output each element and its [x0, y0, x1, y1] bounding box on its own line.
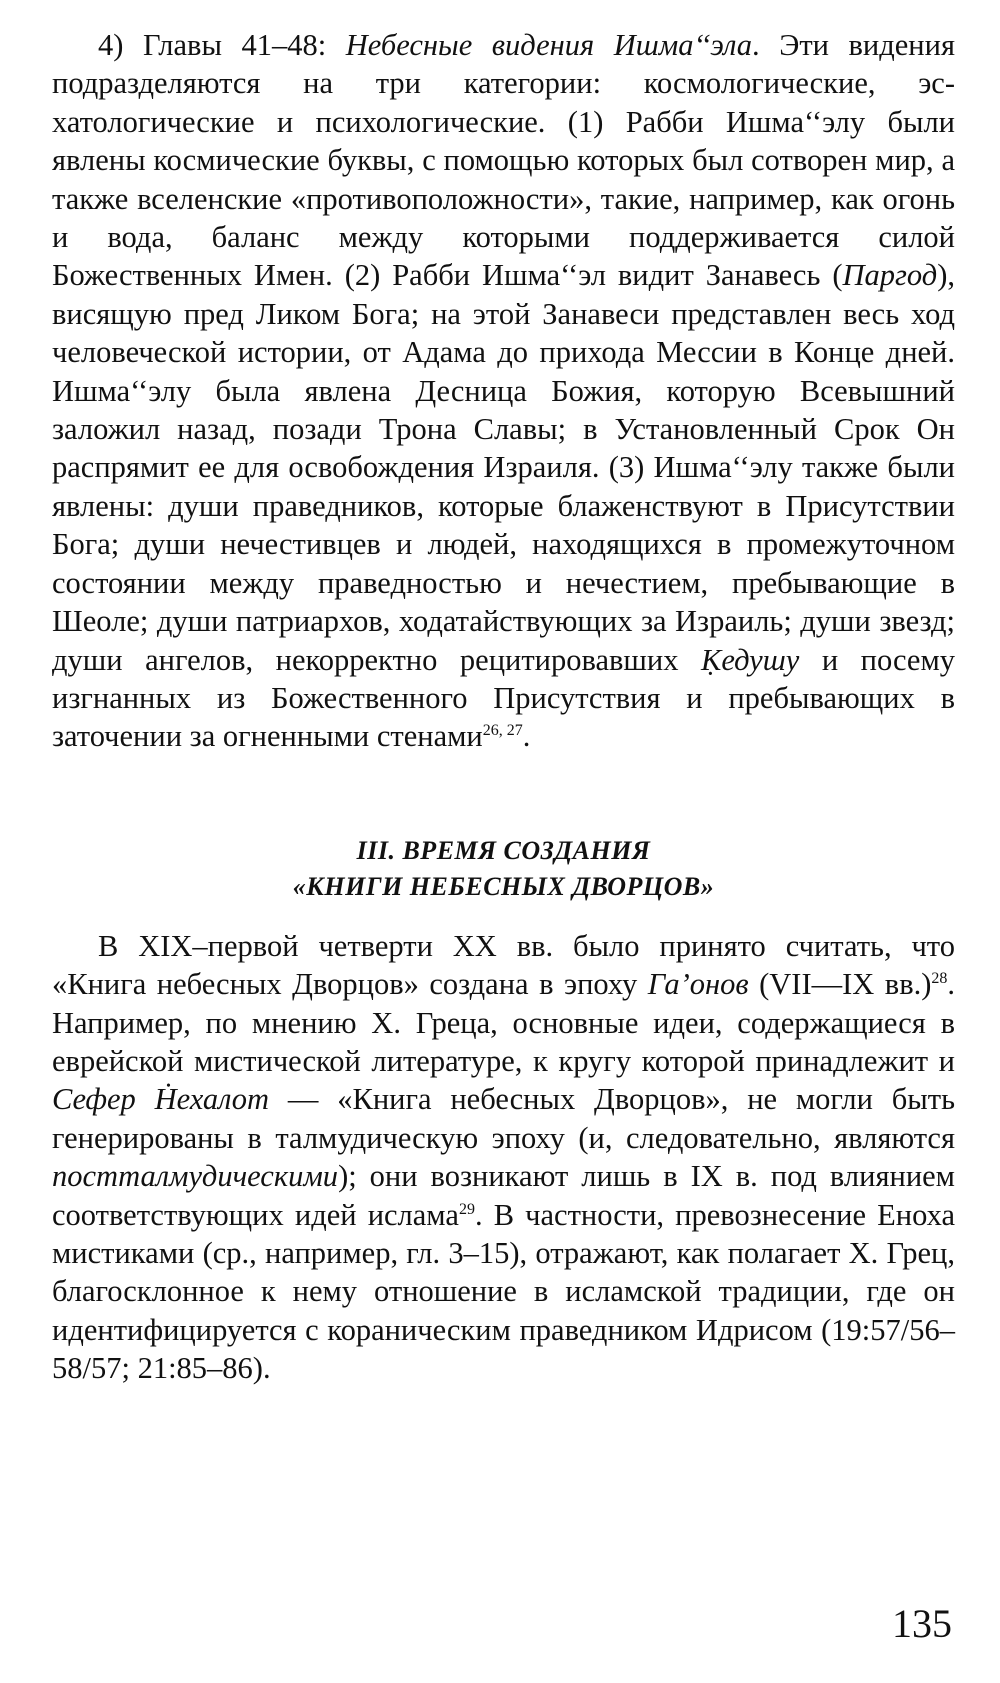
- italic-term: Ḳедушу: [701, 642, 800, 677]
- text-run: . Эти видения подразделяются на три категории: космологические, эсхатологические и психологические. (1) Рабби Ишма‘‘элу были явлены космические буквы, с помощью которых был сотворен мир, а также вселенские «противоположности», такие, например, как огонь и вода, баланс между которыми поддерживается силой Божественных Имен. (2) Рабби Ишма‘‘эл видит Занавесь (: [52, 28, 955, 293]
- text-run: — «Книга небесных Дворцов», не могли быть генерированы в талмудическую эпоху (и, следовательно, являются: [52, 1082, 956, 1155]
- italic-term: Га’онов: [647, 967, 749, 1002]
- text-run: В XIX–первой четверти XX вв. было принято считать, что «Книга небесных Дворцов» создана в эпоху: [52, 928, 955, 1002]
- section-heading: [52, 756, 955, 905]
- text-run: ), висящую пред Ликом Бога; на этой Занавеси представлен весь ход человеческой истории, от Адама до прихода Мессии в Конце дней. Ишма‘‘элу была явлена Десница Божия, которую Всевышний заложил назад, позади Трона Славы; в Установленный Срок Он распрямит ее для освобождения Израиля. (3) Ишма‘‘элу также были явлены: души праведников, которые блаженствуют в Присутствии Бога; души нечестивцев и людей, находящихся в промежуточном состоянии между праведностью и нечестием, пребывающие в Шеоле; души патриархов, ходатайствующих за Израиль; души звезд; души ангелов, некорректно рецитировавших: [52, 258, 955, 677]
- text-run: .: [522, 719, 531, 754]
- text-run: . Например, по мнению Х. Греца, основные идеи, содержащиеся в еврейской мистической литературе, к кругу которой принадлежит и: [52, 967, 955, 1078]
- text-run: (VII—IX вв.): [748, 967, 932, 1002]
- text-run: 4) Главы 41–48:: [98, 28, 346, 62]
- footnote-ref: 26, 27: [482, 722, 523, 740]
- section-heading-line-1: III. ВРЕМЯ СОЗДАНИЯ: [356, 835, 651, 865]
- section-heading-line-2: «КНИГИ НЕБЕСНЫХ ДВОРЦОВ»: [292, 871, 715, 901]
- text-run: и посему изгнанных из Божественного Присутствия и пребывающих в заточении за огненными стенами: [52, 642, 956, 754]
- italic-term: Паргод: [842, 258, 938, 293]
- footnote-ref: 28: [931, 969, 948, 987]
- italic-term: Сефер Ḣехалот: [52, 1082, 270, 1117]
- italic-term: Небесные видения Ишма‘‘эла: [345, 28, 753, 62]
- paragraph-chapters-41-48: [52, 26, 955, 756]
- document-page: [52, 26, 955, 1388]
- footnote-ref: 29: [458, 1200, 475, 1218]
- text-run: ); они возникают лишь в IX в. под влиянием соответствующих идей ислама: [52, 1159, 955, 1232]
- text-run: . В частности, превознесение Еноха мистиками (ср., например, гл. 3–15), отражают, как полагает Х. Грец, благосклонное к нему отношение в исламской традиции, где он идентифицируется с кораническим праведником Идрисом (19:57/56–58/57; 21:85–86).: [52, 1197, 955, 1386]
- italic-term: постталмудическими: [52, 1159, 339, 1194]
- page-number: 135: [892, 1601, 952, 1646]
- paragraph-dating: [52, 927, 955, 1388]
